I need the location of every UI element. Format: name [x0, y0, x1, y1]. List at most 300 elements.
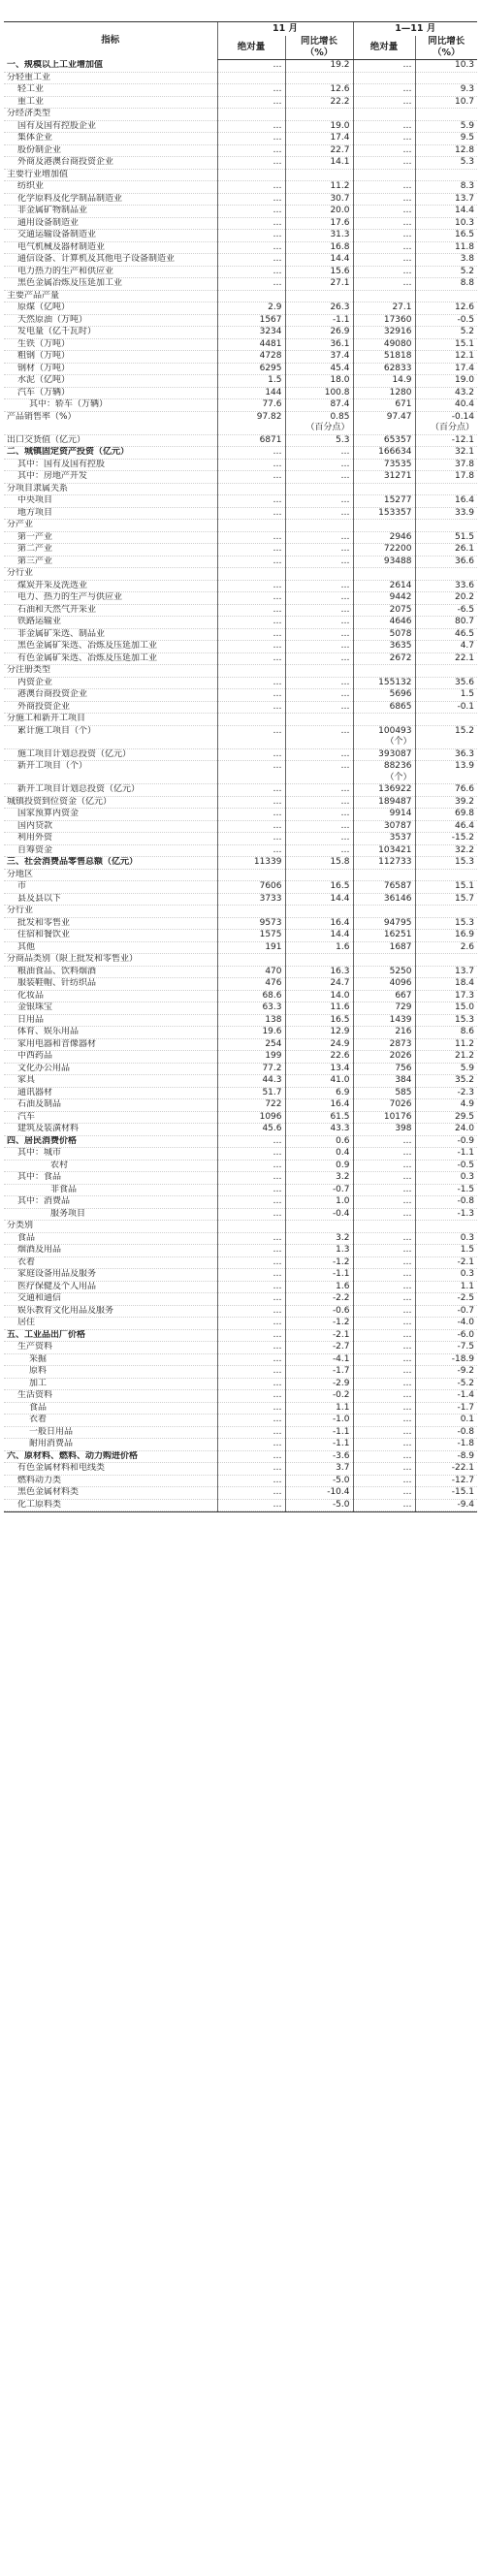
table-row — [4, 1426, 477, 1439]
ytd-absolute-cell: 1687 — [353, 941, 415, 954]
month-absolute-cell: 3234 — [217, 327, 285, 339]
month-growth-cell — [285, 169, 353, 181]
month-absolute-cell: 63.3 — [217, 1002, 285, 1015]
table-row — [4, 954, 477, 967]
ytd-absolute-cell: … — [353, 1378, 415, 1390]
month-growth-cell: -1.1 — [285, 1269, 353, 1282]
table-row — [4, 1135, 477, 1148]
ytd-absolute-cell: 2946 — [353, 531, 415, 544]
ytd-growth-cell — [415, 906, 477, 918]
month-growth-cell: 6.9 — [285, 1087, 353, 1099]
ytd-growth-cell: 10.3 — [415, 217, 477, 230]
ytd-growth-line1: 同比增长 — [428, 36, 465, 47]
month-growth-cell: 1.0 — [285, 1196, 353, 1209]
month-growth-cell — [285, 483, 353, 495]
month-growth-cell: 11.2 — [285, 181, 353, 194]
table-row — [4, 857, 477, 870]
table-row — [4, 1124, 477, 1136]
month-growth-cell: 24.9 — [285, 1038, 353, 1051]
table-row — [4, 1087, 477, 1099]
month-growth-cell: … — [285, 748, 353, 761]
row-label: 其他 — [4, 941, 217, 954]
ytd-growth-cell: -0.14 （百分点） — [415, 411, 477, 434]
month-abs-header: 绝对量 — [217, 36, 285, 60]
ytd-growth-cell: -2.3 — [415, 1087, 477, 1099]
ytd-absolute-cell: 5078 — [353, 628, 415, 641]
row-label: 娱乐教育文化用品及服务 — [4, 1305, 217, 1318]
ytd-absolute-cell: 9442 — [353, 592, 415, 605]
ytd-growth-cell: 2.6 — [415, 941, 477, 954]
table-row — [4, 1463, 477, 1476]
table-row — [4, 641, 477, 653]
ytd-absolute-cell — [353, 869, 415, 881]
ytd-absolute-cell: 153357 — [353, 507, 415, 520]
table-row — [4, 302, 477, 315]
table-row — [4, 217, 477, 230]
economic-indicators-table — [4, 21, 477, 1511]
row-label: 文化办公用品 — [4, 1063, 217, 1075]
month-growth-cell: 17.6 — [285, 217, 353, 230]
row-label: 服务项目 — [4, 1208, 217, 1221]
ytd-absolute-cell: … — [353, 1269, 415, 1282]
month-header: 11 月 — [217, 22, 353, 37]
ytd-growth-cell: -0.5 — [415, 314, 477, 327]
ytd-growth-cell: 11.2 — [415, 1038, 477, 1051]
month-growth-cell: 0.6 — [285, 1135, 353, 1148]
ytd-absolute-cell: … — [353, 60, 415, 73]
ytd-growth-cell: 12.8 — [415, 144, 477, 157]
month-growth-cell: 1.3 — [285, 1245, 353, 1257]
row-label: 国家预算内资金 — [4, 809, 217, 821]
ytd-growth-cell: 15.7 — [415, 893, 477, 906]
month-absolute-cell: … — [217, 447, 285, 460]
table-row — [4, 1487, 477, 1500]
month-growth-cell: … — [285, 544, 353, 557]
ytd-growth-cell — [415, 1221, 477, 1233]
row-label: 建筑及装潢材料 — [4, 1124, 217, 1136]
month-growth-cell: 22.7 — [285, 144, 353, 157]
ytd-growth-cell: 46.5 — [415, 628, 477, 641]
month-growth-cell: 16.5 — [285, 881, 353, 894]
month-absolute-cell: 6871 — [217, 434, 285, 447]
ytd-absolute-cell: 51818 — [353, 351, 415, 364]
ytd-absolute-cell: 1439 — [353, 1014, 415, 1027]
table-row — [4, 1245, 477, 1257]
month-absolute-cell: … — [217, 1184, 285, 1196]
month-absolute-cell: … — [217, 278, 285, 291]
ytd-growth-cell: 35.2 — [415, 1075, 477, 1088]
ytd-growth-cell: 0.3 — [415, 1232, 477, 1245]
ytd-absolute-cell — [353, 1221, 415, 1233]
month-absolute-cell: … — [217, 544, 285, 557]
month-absolute-cell: 9573 — [217, 917, 285, 930]
ytd-growth-cell: 10.3 — [415, 60, 477, 73]
row-label: 集体企业 — [4, 133, 217, 145]
ytd-absolute-cell: … — [353, 1499, 415, 1511]
table-row — [4, 338, 477, 351]
month-growth-cell — [285, 568, 353, 581]
table-row — [4, 109, 477, 121]
month-growth-cell: 14.0 — [285, 990, 353, 1002]
table-row — [4, 1002, 477, 1015]
month-absolute-cell: 722 — [217, 1099, 285, 1112]
ytd-absolute-cell — [353, 568, 415, 581]
month-absolute-cell: … — [217, 1499, 285, 1511]
ytd-growth-cell: -1.5 — [415, 1184, 477, 1196]
ytd-growth-cell: -6.0 — [415, 1329, 477, 1342]
ytd-growth-cell: -12.1 — [415, 434, 477, 447]
row-label: 自筹资金 — [4, 844, 217, 857]
row-label: 农村 — [4, 1160, 217, 1172]
month-growth-cell: 61.5 — [285, 1111, 353, 1124]
month-absolute-cell — [217, 1221, 285, 1233]
table-row — [4, 990, 477, 1002]
month-growth-cell: … — [285, 652, 353, 665]
indicator-header: 指标 — [4, 22, 217, 60]
month-growth-cell: … — [285, 459, 353, 471]
ytd-growth-cell: 0.3 — [415, 1269, 477, 1282]
ytd-growth-cell: 15.0 — [415, 1002, 477, 1015]
table-row — [4, 665, 477, 678]
month-absolute-cell: … — [217, 1378, 285, 1390]
table-row — [4, 617, 477, 629]
ytd-growth-cell: 15.1 — [415, 881, 477, 894]
month-growth-cell: 14.4 — [285, 893, 353, 906]
table-row — [4, 1184, 477, 1196]
month-growth-cell: -5.0 — [285, 1475, 353, 1487]
month-growth-cell: 45.4 — [285, 363, 353, 375]
table-row — [4, 869, 477, 881]
row-label: 黑色金属冶炼及压延加工业 — [4, 278, 217, 291]
ytd-absolute-cell: 72200 — [353, 544, 415, 557]
row-label: 通用设备制造业 — [4, 217, 217, 230]
ytd-growth-cell: 8.3 — [415, 181, 477, 194]
ytd-growth-cell: 5.9 — [415, 1063, 477, 1075]
row-label: 非金属矿采选、制品业 — [4, 628, 217, 641]
ytd-absolute-cell — [353, 72, 415, 84]
ytd-absolute-cell: 2672 — [353, 652, 415, 665]
ytd-growth-cell: 19.0 — [415, 375, 477, 388]
row-label: 烟酒及用品 — [4, 1245, 217, 1257]
ytd-growth-cell: 13.7 — [415, 193, 477, 206]
month-growth-cell: 15.6 — [285, 266, 353, 278]
month-growth-cell: … — [285, 592, 353, 605]
ytd-absolute-cell: 2614 — [353, 580, 415, 592]
row-label: 日用品 — [4, 1014, 217, 1027]
row-label: 石油及制品 — [4, 1099, 217, 1112]
ytd-growth-cell: 1.5 — [415, 689, 477, 702]
ytd-absolute-cell: … — [353, 1318, 415, 1330]
month-absolute-cell — [217, 169, 285, 181]
table-bottom-rule — [4, 1511, 477, 1512]
month-growth-cell: 1.6 — [285, 941, 353, 954]
month-growth-cell: 19.0 — [285, 120, 353, 133]
month-absolute-cell: … — [217, 1353, 285, 1366]
row-label: 分类别 — [4, 1221, 217, 1233]
month-growth-cell: -1.1 — [285, 1439, 353, 1451]
table-row — [4, 1390, 477, 1403]
ytd-growth-cell: -2.5 — [415, 1293, 477, 1306]
month-growth-cell: … — [285, 820, 353, 833]
row-label: 钢材（万吨） — [4, 363, 217, 375]
month-growth-cell: … — [285, 725, 353, 748]
month-absolute-cell: … — [217, 725, 285, 748]
month-growth-cell: … — [285, 507, 353, 520]
table-row — [4, 1305, 477, 1318]
table-row — [4, 796, 477, 809]
month-absolute-cell: … — [217, 820, 285, 833]
ytd-absolute-cell: 16251 — [353, 930, 415, 942]
month-growth-cell: -10.4 — [285, 1487, 353, 1500]
ytd-absolute-cell: … — [353, 254, 415, 267]
ytd-absolute-cell: … — [353, 1402, 415, 1415]
table-row — [4, 411, 477, 434]
ytd-growth-cell: -0.8 — [415, 1426, 477, 1439]
month-absolute-cell: … — [217, 1318, 285, 1330]
month-growth-cell: 16.8 — [285, 241, 353, 254]
month-absolute-cell — [217, 714, 285, 726]
ytd-growth-header — [415, 36, 477, 60]
ytd-growth-cell: 17.4 — [415, 363, 477, 375]
month-absolute-cell: … — [217, 1366, 285, 1379]
ytd-absolute-cell — [353, 520, 415, 532]
table-row — [4, 1281, 477, 1293]
ytd-absolute-cell: 31271 — [353, 471, 415, 484]
ytd-growth-cell: 5.9 — [415, 120, 477, 133]
row-label: 家庭设备用品及服务 — [4, 1269, 217, 1282]
table-row — [4, 556, 477, 568]
row-label: 新开工项目计划总投资（亿元） — [4, 784, 217, 797]
month-absolute-cell: … — [217, 531, 285, 544]
table-row — [4, 761, 477, 784]
table-row — [4, 483, 477, 495]
ytd-growth-cell: 15.3 — [415, 857, 477, 870]
row-label: 天然原油（万吨） — [4, 314, 217, 327]
ytd-absolute-cell: … — [353, 217, 415, 230]
month-growth-cell: 13.4 — [285, 1063, 353, 1075]
ytd-absolute-cell: … — [353, 1353, 415, 1366]
month-growth-cell: 1.1 — [285, 1402, 353, 1415]
ytd-growth-cell: -15.1 — [415, 1487, 477, 1500]
month-absolute-cell: 7606 — [217, 881, 285, 894]
month-growth-cell: … — [285, 580, 353, 592]
row-label: 国内贷款 — [4, 820, 217, 833]
month-absolute-cell: … — [217, 507, 285, 520]
month-growth-cell: … — [285, 796, 353, 809]
table-row — [4, 157, 477, 170]
ytd-absolute-cell: 667 — [353, 990, 415, 1002]
row-label: 铁路运输业 — [4, 617, 217, 629]
ytd-absolute-cell: 2873 — [353, 1038, 415, 1051]
row-label: 第一产业 — [4, 531, 217, 544]
month-growth-cell — [285, 72, 353, 84]
ytd-absolute-cell — [353, 665, 415, 678]
ytd-absolute-cell: 94795 — [353, 917, 415, 930]
table-row — [4, 544, 477, 557]
table-row — [4, 434, 477, 447]
ytd-growth-cell — [415, 483, 477, 495]
row-label: 汽车（万辆） — [4, 387, 217, 399]
month-growth-cell: … — [285, 471, 353, 484]
row-label: 第三产业 — [4, 556, 217, 568]
table-row — [4, 1099, 477, 1112]
ytd-growth-cell: 33.9 — [415, 507, 477, 520]
month-absolute-cell: … — [217, 206, 285, 218]
month-growth-cell: … — [285, 447, 353, 460]
month-absolute-cell: … — [217, 1305, 285, 1318]
ytd-absolute-cell: 729 — [353, 1002, 415, 1015]
ytd-absolute-cell: … — [353, 266, 415, 278]
month-absolute-cell: … — [217, 241, 285, 254]
table-row — [4, 1475, 477, 1487]
ytd-absolute-cell: 62833 — [353, 363, 415, 375]
ytd-absolute-cell: … — [353, 1293, 415, 1306]
month-absolute-cell: … — [217, 1329, 285, 1342]
row-label: 黑色金属矿采选、冶炼及压延加工业 — [4, 641, 217, 653]
row-label: 电力热力的生产和供应业 — [4, 266, 217, 278]
month-growth-cell: -0.4 — [285, 1208, 353, 1221]
row-label: 交通运输设备制造业 — [4, 230, 217, 242]
row-label: 外商及港澳台商投资企业 — [4, 157, 217, 170]
month-absolute-cell: 1.5 — [217, 375, 285, 388]
ytd-absolute-cell: 36146 — [353, 893, 415, 906]
month-absolute-cell: … — [217, 844, 285, 857]
table-row — [4, 978, 477, 991]
table-row — [4, 930, 477, 942]
ytd-absolute-cell: … — [353, 120, 415, 133]
month-growth-cell — [285, 714, 353, 726]
ytd-absolute-cell: … — [353, 1160, 415, 1172]
month-growth-cell: 16.5 — [285, 1014, 353, 1027]
table-row — [4, 906, 477, 918]
table-row — [4, 748, 477, 761]
ytd-growth-cell: 20.2 — [415, 592, 477, 605]
ytd-growth-cell — [415, 72, 477, 84]
month-growth-cell: 0.85 （百分点） — [285, 411, 353, 434]
month-growth-cell: 0.9 — [285, 1160, 353, 1172]
ytd-absolute-cell: … — [353, 1256, 415, 1269]
month-absolute-cell: … — [217, 1172, 285, 1185]
ytd-absolute-cell: … — [353, 1390, 415, 1403]
ytd-absolute-cell: … — [353, 206, 415, 218]
table-row — [4, 689, 477, 702]
month-absolute-cell: … — [217, 1475, 285, 1487]
month-growth-cell — [285, 109, 353, 121]
ytd-absolute-cell: … — [353, 1305, 415, 1318]
ytd-growth-cell — [415, 568, 477, 581]
table-row — [4, 1014, 477, 1027]
table-row — [4, 604, 477, 617]
row-label: 其中：房地产开发 — [4, 471, 217, 484]
month-growth-cell: … — [285, 844, 353, 857]
table-row — [4, 701, 477, 714]
table-row — [4, 1075, 477, 1088]
row-label: 粗钢（万吨） — [4, 351, 217, 364]
table-row — [4, 1051, 477, 1064]
table-row — [4, 1027, 477, 1039]
table-row — [4, 169, 477, 181]
ytd-growth-cell: 69.8 — [415, 809, 477, 821]
row-label: 股份制企业 — [4, 144, 217, 157]
row-label: 分行业 — [4, 906, 217, 918]
ytd-absolute-cell: 136922 — [353, 784, 415, 797]
ytd-absolute-cell: 88236 （个） — [353, 761, 415, 784]
row-label: 分商品类别（限上批发和零售业） — [4, 954, 217, 967]
ytd-growth-cell: 32.1 — [415, 447, 477, 460]
month-absolute-cell: 3733 — [217, 893, 285, 906]
table-row — [4, 254, 477, 267]
month-absolute-cell: 19.6 — [217, 1027, 285, 1039]
month-absolute-cell: … — [217, 1160, 285, 1172]
row-label: 煤炭开采及洗选业 — [4, 580, 217, 592]
ytd-absolute-cell: 3635 — [353, 641, 415, 653]
ytd-absolute-cell: … — [353, 1342, 415, 1354]
table-row — [4, 592, 477, 605]
ytd-growth-cell: 11.8 — [415, 241, 477, 254]
table-row — [4, 351, 477, 364]
row-label: 五、工业品出厂价格 — [4, 1329, 217, 1342]
month-absolute-cell: … — [217, 157, 285, 170]
month-absolute-cell: … — [217, 1256, 285, 1269]
ytd-absolute-cell: … — [353, 1148, 415, 1161]
row-label: 服装鞋帽、针纺织品 — [4, 978, 217, 991]
ytd-absolute-cell: 93488 — [353, 556, 415, 568]
month-absolute-cell: … — [217, 1342, 285, 1354]
row-label: 分施工和新开工项目 — [4, 714, 217, 726]
ytd-growth-cell: 24.0 — [415, 1124, 477, 1136]
month-absolute-cell — [217, 568, 285, 581]
month-absolute-cell: … — [217, 84, 285, 97]
ytd-absolute-cell: … — [353, 1184, 415, 1196]
table-row — [4, 96, 477, 109]
ytd-growth-cell: -0.5 — [415, 1160, 477, 1172]
table-row — [4, 1293, 477, 1306]
ytd-growth-cell: 51.5 — [415, 531, 477, 544]
ytd-growth-cell: 80.7 — [415, 617, 477, 629]
row-label: 纺织业 — [4, 181, 217, 194]
row-label: 交通和通信 — [4, 1293, 217, 1306]
month-absolute-cell: … — [217, 592, 285, 605]
ytd-absolute-cell: 3537 — [353, 833, 415, 845]
month-absolute-cell: … — [217, 1415, 285, 1427]
row-label: 内资企业 — [4, 677, 217, 689]
table-row — [4, 1342, 477, 1354]
row-label: 衣着 — [4, 1256, 217, 1269]
month-growth-cell: -4.1 — [285, 1353, 353, 1366]
ytd-growth-cell — [415, 869, 477, 881]
month-absolute-cell: … — [217, 193, 285, 206]
table-row — [4, 844, 477, 857]
ytd-growth-cell: 21.2 — [415, 1051, 477, 1064]
month-growth-line1: 同比增长 — [300, 36, 337, 47]
row-label: 医疗保健及个人用品 — [4, 1281, 217, 1293]
month-absolute-cell: … — [217, 689, 285, 702]
ytd-growth-cell — [415, 665, 477, 678]
row-label: 其中：城市 — [4, 1148, 217, 1161]
month-growth-cell: 1.6 — [285, 1281, 353, 1293]
ytd-growth-cell: 76.6 — [415, 784, 477, 797]
table-row — [4, 941, 477, 954]
month-growth-cell: 3.2 — [285, 1232, 353, 1245]
row-label: 采掘 — [4, 1353, 217, 1366]
month-absolute-cell — [217, 290, 285, 302]
ytd-growth-cell: -7.5 — [415, 1342, 477, 1354]
month-growth-cell: 14.4 — [285, 930, 353, 942]
ytd-growth-cell: -1.1 — [415, 1148, 477, 1161]
month-growth-cell: -3.6 — [285, 1450, 353, 1463]
table-row — [4, 290, 477, 302]
ytd-growth-cell: -1.8 — [415, 1439, 477, 1451]
